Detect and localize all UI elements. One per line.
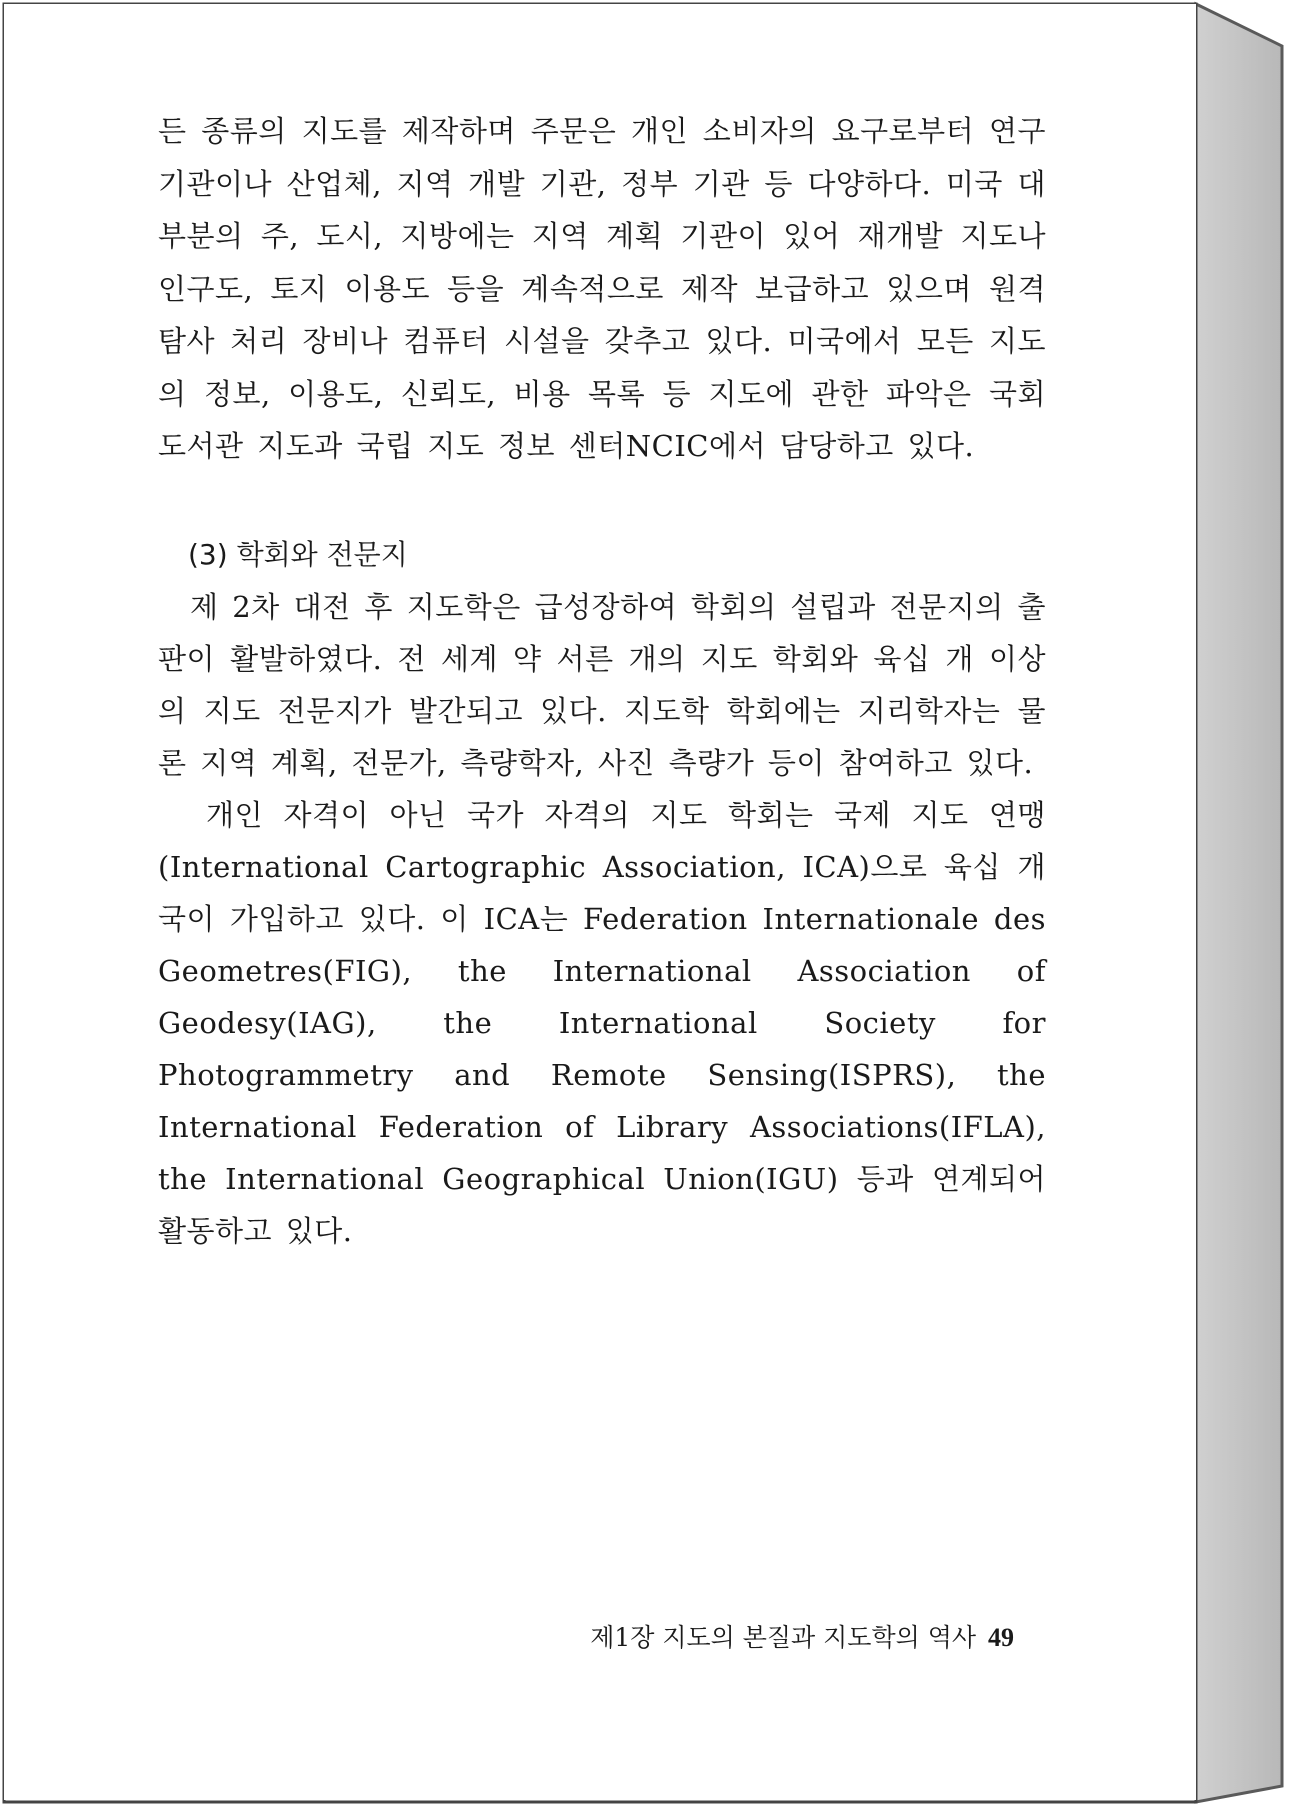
page-body [158,105,1046,1257]
page-footer [590,1618,1014,1654]
section-heading: (3) 학회와 전문지 [188,537,408,571]
paragraph-societies-journals: 제 2차 대전 후 지도학은 급성장하여 학회의 설립과 전문지의 출판이 활발하였다. 전 세계 약 서른 개의 지도 학회와 육십 개 이상의 지도 전문지가 발간되고 있다. 지도학 학회에는 지리학자는 물론 지역 계획, 전문가, 측량학자, 사진 측량가 등이 참여하고 있다. [158,589,1046,780]
paragraph-map-production: 든 종류의 지도를 제작하며 주문은 개인 소비자의 요구로부터 연구 기관이나 산업체, 지역 개발 기관, 정부 기관 등 다양하다. 미국 대부분의 주, 도시, 지방에는 지역 계획 기관이 있어 재개발 지도나 인구도, 토지 이용도 등을 계속적으로 제작 보급하고 있으며 원격 탐사 처리 장비나 컴퓨터 시설을 갖추고 있다. 미국에서 모든 지도의 정보, 이용도, 신뢰도, 비용 목록 등 지도에 관한 파악은 국회 도서관 지도과 국립 지도 정보 센터NCIC에서 담당하고 있다. [158,114,1046,463]
paragraph-ica: 개인 자격이 아닌 국가 자격의 지도 학회는 국제 지도 연맹(International Cartographic Association, ICA)으로 육십 개국이 가입하고 있다. 이 ICA는 Federation Internationale des Geometres(FIG), the International Association of Geodesy(IAG), the International Society for Photogrammetry and Remote Sensing(ISPRS), the International Federation of Library Associations(IFLA), the International Geographical Union(IGU) 등과 연계되어 활동하고 있다. [158,797,1046,1248]
page-number: 49 [988,1623,1014,1652]
running-title: 제1장 지도의 본질과 지도학의 역사 [590,1623,976,1652]
